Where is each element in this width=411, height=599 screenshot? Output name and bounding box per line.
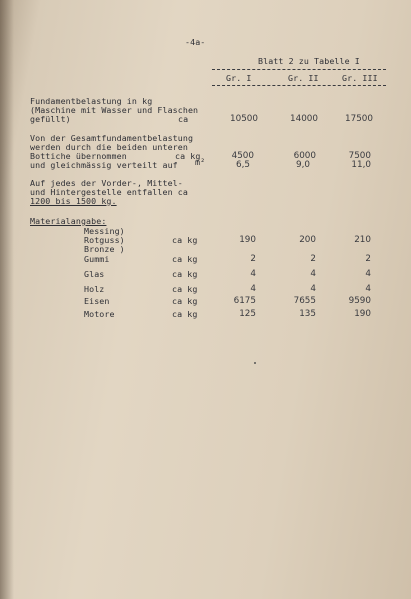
distribution-label-line4: und gleichmässig verteilt auf bbox=[30, 160, 178, 170]
material-row-gr1: 4 bbox=[250, 284, 256, 294]
distribution-label-line3: Bottiche übernommen bbox=[30, 151, 127, 161]
material-row-unit: ca kg bbox=[172, 235, 198, 245]
material-row-name: Motore bbox=[84, 309, 115, 319]
material-row-gr1: 125 bbox=[239, 309, 256, 319]
material-row-gr2: 7655 bbox=[293, 296, 316, 306]
page-number: -4a- bbox=[185, 37, 206, 47]
material-row-unit: ca kg bbox=[172, 254, 198, 264]
material-row-gr3: 2 bbox=[365, 254, 371, 264]
material-bronze: Bronze ) bbox=[84, 244, 125, 254]
frame-note-line2: und Hintergestelle entfallen ca bbox=[30, 187, 188, 197]
header-rule-top bbox=[212, 69, 386, 70]
foundation-label-line2: (Maschine mit Wasser und Flaschen bbox=[30, 105, 199, 115]
page-edge-shadow bbox=[0, 0, 14, 599]
distribution-unit-m2: m² bbox=[195, 157, 206, 167]
column-header-gr1: Gr. I bbox=[226, 73, 252, 83]
foundation-label-line3: gefüllt) bbox=[30, 114, 71, 124]
distribution-m2-gr3: 11,0 bbox=[351, 160, 371, 170]
material-row-gr2: 4 bbox=[310, 269, 316, 279]
distribution-m2-gr1: 6,5 bbox=[236, 160, 250, 170]
material-row-gr3: 4 bbox=[365, 269, 371, 279]
material-row-gr1: 4 bbox=[250, 269, 256, 279]
frame-note-load-range: 1200 bis 1500 kg. bbox=[30, 196, 117, 206]
distribution-label-line2: werden durch die beiden unteren bbox=[30, 142, 188, 152]
ink-speck bbox=[254, 362, 256, 364]
material-row-gr2: 200 bbox=[299, 235, 316, 245]
material-red-brass: Rotguss) bbox=[84, 235, 125, 245]
header-rule-bottom bbox=[212, 85, 386, 86]
material-row-name: Glas bbox=[84, 269, 105, 279]
material-row-gr1: 2 bbox=[250, 254, 256, 264]
material-row-gr3: 190 bbox=[354, 309, 371, 319]
material-row-name: Eisen bbox=[84, 296, 110, 306]
material-row-gr2: 4 bbox=[310, 284, 316, 294]
sheet-reference: Blatt 2 zu Tabelle I bbox=[258, 56, 360, 66]
material-row-gr3: 9590 bbox=[348, 296, 371, 306]
foundation-value-gr1: 10500 bbox=[230, 114, 258, 124]
material-row-gr2: 2 bbox=[310, 254, 316, 264]
column-header-gr3: Gr. III bbox=[342, 73, 378, 83]
material-brass: Messing) bbox=[84, 226, 125, 236]
materials-heading: Materialangabe: bbox=[30, 216, 107, 226]
foundation-unit: ca bbox=[178, 114, 189, 124]
material-row-gr1: 190 bbox=[239, 235, 256, 245]
material-row-gr3: 4 bbox=[365, 284, 371, 294]
material-row-unit: ca kg bbox=[172, 296, 198, 306]
material-row-unit: ca kg bbox=[172, 269, 198, 279]
material-row-gr3: 210 bbox=[354, 235, 371, 245]
material-row-gr1: 6175 bbox=[233, 296, 256, 306]
distribution-label-line1: Von der Gesamtfundamentbelastung bbox=[30, 133, 194, 143]
distribution-kg-gr2: 6000 bbox=[293, 151, 316, 161]
foundation-value-gr3: 17500 bbox=[345, 114, 373, 124]
distribution-kg-gr3: 7500 bbox=[348, 151, 371, 161]
column-header-gr2: Gr. II bbox=[288, 73, 319, 83]
foundation-value-gr2: 14000 bbox=[290, 114, 318, 124]
material-row-name: Gummi bbox=[84, 254, 110, 264]
material-row-name: Holz bbox=[84, 284, 105, 294]
material-row-gr2: 135 bbox=[299, 309, 316, 319]
material-row-unit: ca kg bbox=[172, 309, 198, 319]
frame-note-line1: Auf jedes der Vorder-, Mittel- bbox=[30, 178, 183, 188]
foundation-label-line1: Fundamentbelastung in kg bbox=[30, 96, 153, 106]
distribution-m2-gr2: 9,0 bbox=[296, 160, 310, 170]
distribution-kg-gr1: 4500 bbox=[231, 151, 254, 161]
distribution-unit-kg: ca kg bbox=[175, 151, 201, 161]
material-row-unit: ca kg bbox=[172, 284, 198, 294]
